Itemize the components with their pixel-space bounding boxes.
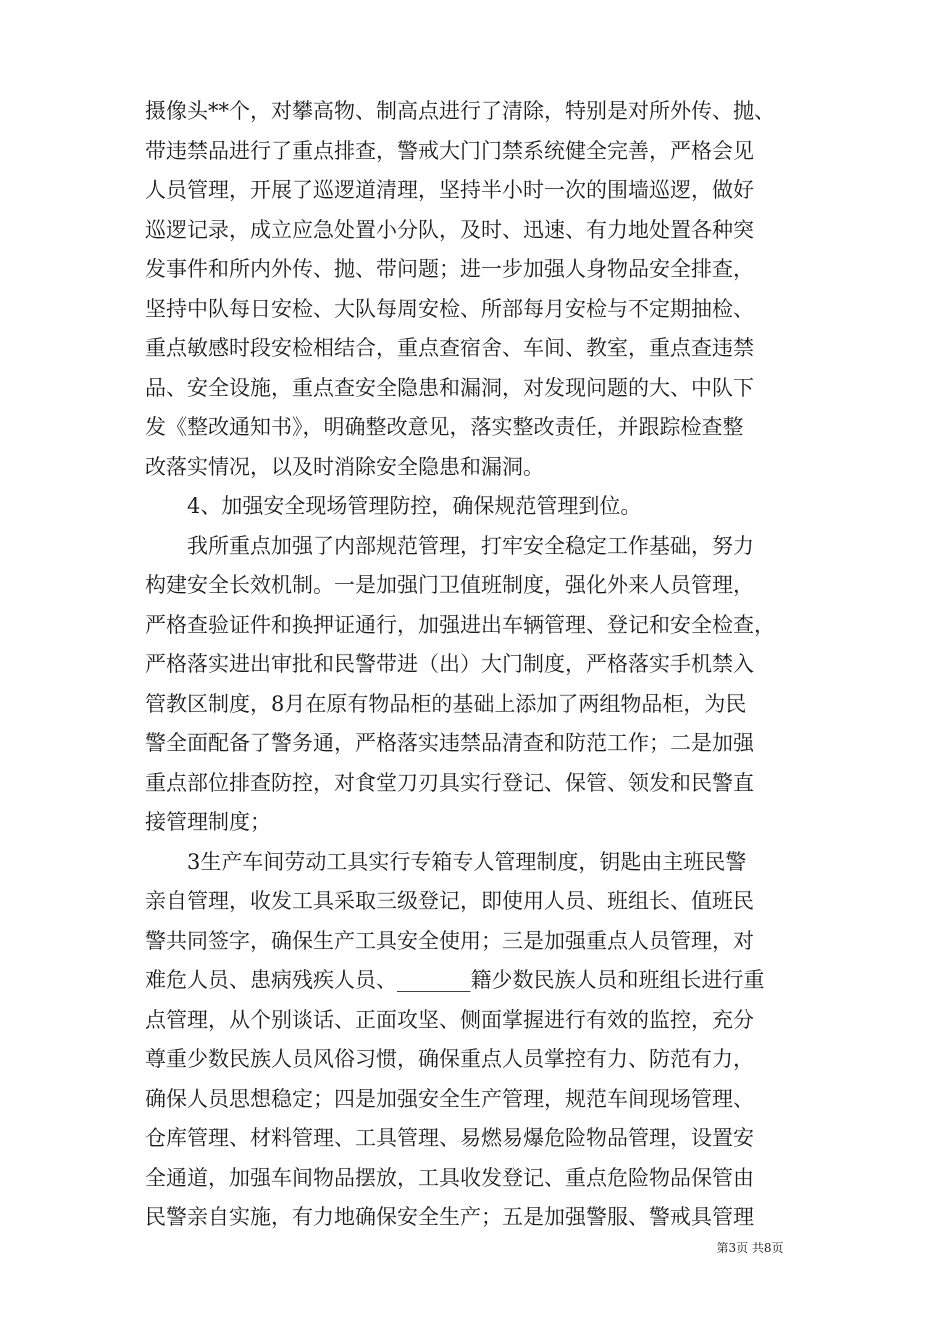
text-line: 管教区制度，8月在原有物品柜的基础上添加了两组物品柜，为民 xyxy=(145,692,747,716)
text-line: 民警亲自实施，有力地确保安全生产；五是加强警服、警戒具管理 xyxy=(145,1205,754,1229)
text-line: 坚持中队每日安检、大队每周安检、所部每月安检与不定期抽检、 xyxy=(145,297,754,321)
text-line: 尊重少数民族人员风俗习惯，确保重点人员掌控有力、防范有力， xyxy=(145,1047,754,1071)
text-line: 构建安全长效机制。一是加强门卫值班制度，强化外来人员管理， xyxy=(145,573,754,597)
text-line: 警共同签字，确保生产工具安全使用；三是加强重点人员管理，对 xyxy=(145,929,754,953)
text-line: 摄像头**个，对攀高物、制高点进行了清除，特别是对所外传、抛、 xyxy=(145,99,775,123)
page-number-footer: 第3页 共8页 xyxy=(716,1241,784,1255)
text-line: 难危人员、患病残疾人员、_______籍少数民族人员和班组长进行重 xyxy=(145,968,765,992)
text-line: 重点敏感时段安检相结合，重点查宿舍、车间、教室，重点查违禁 xyxy=(145,336,754,360)
text-line: 亲自管理，收发工具采取三级登记，即使用人员、班组长、值班民 xyxy=(145,889,754,913)
paragraph-first-line: 我所重点加强了内部规范管理，打牢安全稳定工作基础，努力 xyxy=(187,534,754,558)
text-line: 严格查验证件和换押证通行，加强进出车辆管理、登记和安全检查， xyxy=(145,613,775,637)
text-line: 品、安全设施，重点查安全隐患和漏洞，对发现问题的大、中队下 xyxy=(145,376,754,400)
text-line: 改落实情况，以及时消除安全隐患和漏洞。 xyxy=(145,455,544,479)
text-line: 带违禁品进行了重点排查，警戒大门门禁系统健全完善，严格会见 xyxy=(145,139,754,163)
text-line: 接管理制度； xyxy=(145,810,271,834)
text-line: 点管理，从个别谈话、正面攻坚、侧面掌握进行有效的监控，充分 xyxy=(145,1008,754,1032)
text-line: 人员管理，开展了巡逻道清理，坚持半小时一次的围墙巡逻，做好 xyxy=(145,178,754,202)
paragraph-first-line: 3生产车间劳动工具实行专箱专人管理制度，钥匙由主班民警 xyxy=(187,850,747,874)
text-line: 警全面配备了警务通，严格落实违禁品清查和防范工作；二是加强 xyxy=(145,731,754,755)
section-heading: 4、加强安全现场管理防控，确保规范管理到位。 xyxy=(187,494,642,518)
text-line: 严格落实进出审批和民警带进（出）大门制度，严格落实手机禁入 xyxy=(145,652,754,676)
text-line: 全通道，加强车间物品摆放，工具收发登记、重点危险物品保管由 xyxy=(145,1166,754,1190)
text-line: 仓库管理、材料管理、工具管理、易燃易爆危险物品管理，设置安 xyxy=(145,1126,754,1150)
text-line: 发事件和所内外传、抛、带问题；进一步加强人身物品安全排查， xyxy=(145,257,754,281)
text-line: 确保人员思想稳定；四是加强安全生产管理，规范车间现场管理、 xyxy=(145,1087,754,1111)
text-line: 发《整改通知书》，明确整改意见，落实整改责任，并跟踪检查整 xyxy=(145,415,744,439)
text-line: 重点部位排查防控，对食堂刀刃具实行登记、保管、领发和民警直 xyxy=(145,771,754,795)
text-line: 巡逻记录，成立应急处置小分队，及时、迅速、有力地处置各种突 xyxy=(145,218,754,242)
